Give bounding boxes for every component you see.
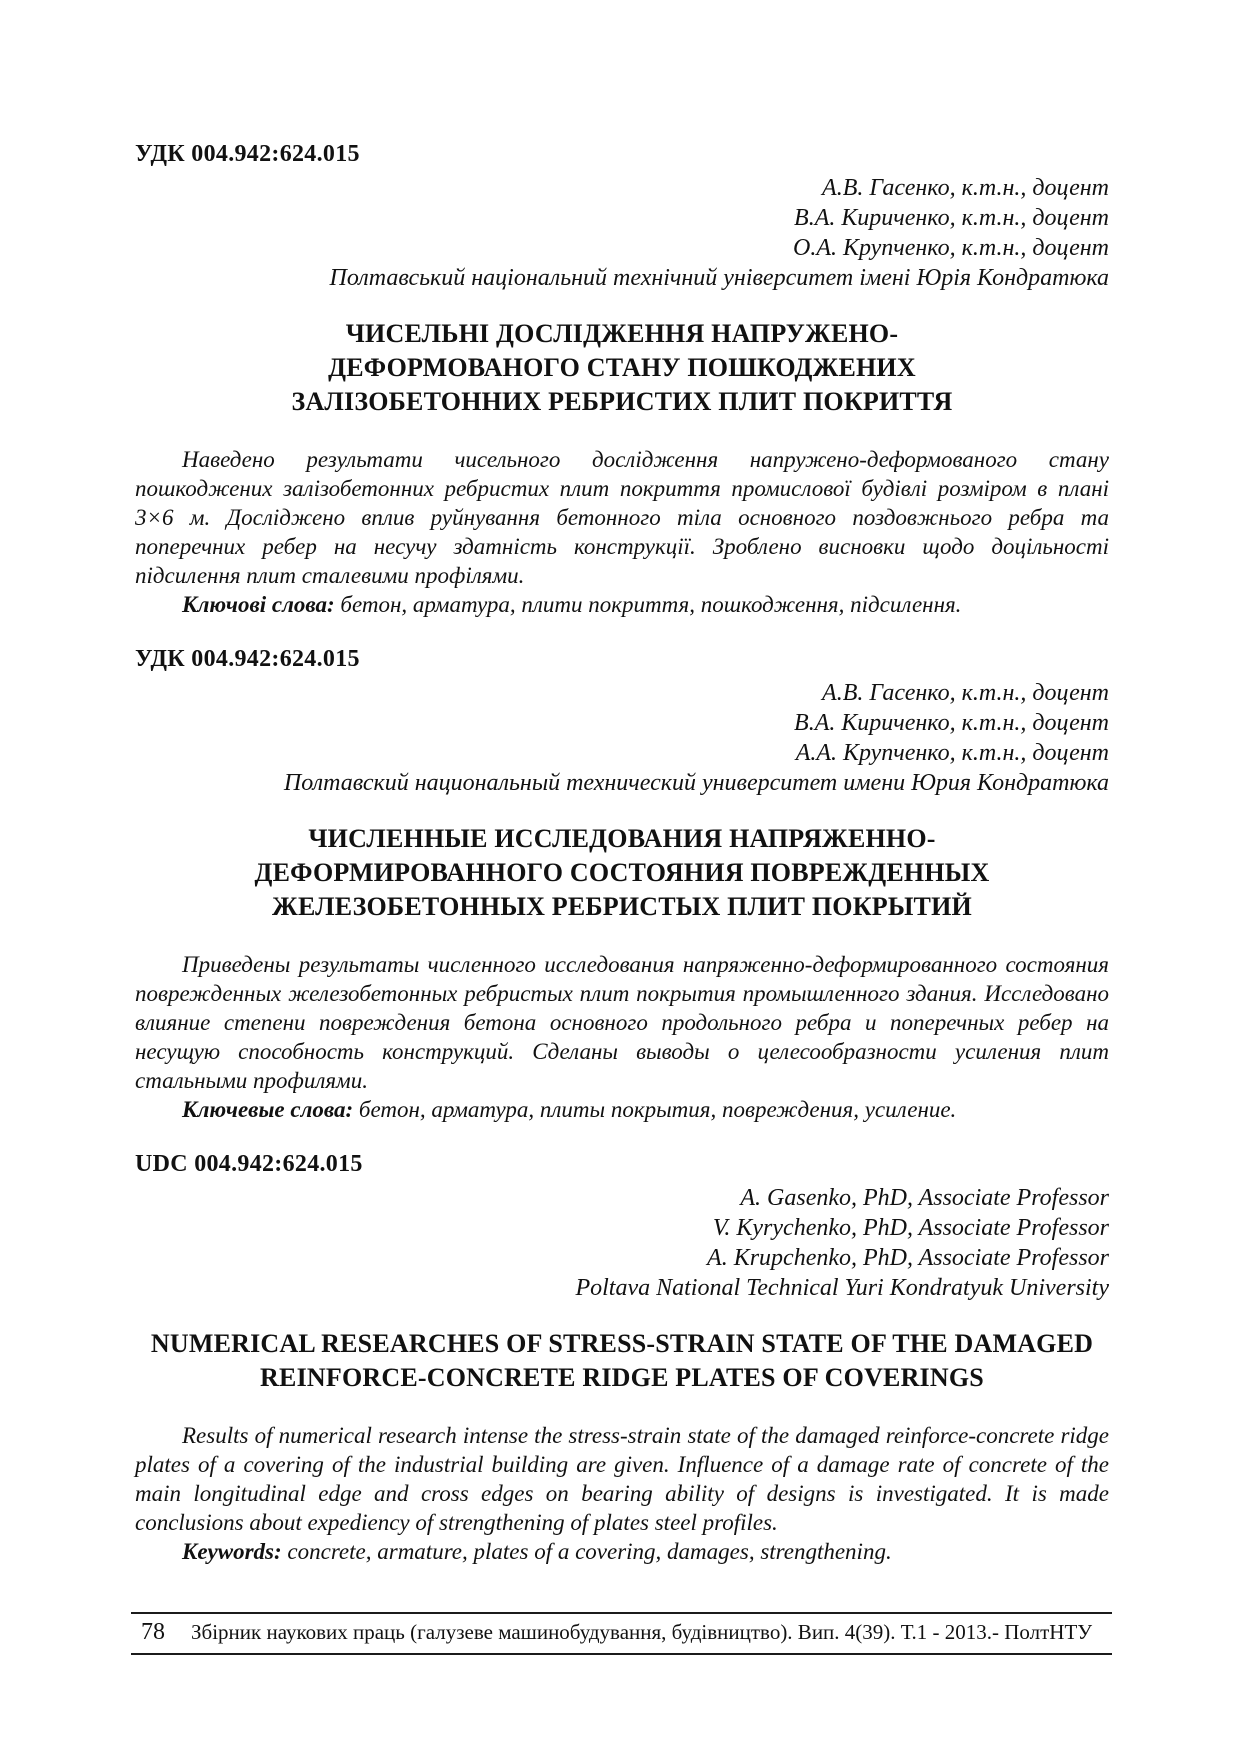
title-line: REINFORCE-CONCRETE RIDGE PLATES OF COVERINGS <box>260 1363 984 1392</box>
keywords-line-ru <box>135 1095 1109 1124</box>
title-line: NUMERICAL RESEARCHES OF STRESS-STRAIN STATE OF THE DAMAGED <box>150 1329 1094 1358</box>
title-line: ЗАЛІЗОБЕТОННИХ РЕБРИСТИХ ПЛИТ ПОКРИТТЯ <box>291 387 953 416</box>
author-list-en <box>135 1183 1109 1303</box>
author: О.А. Крупченко, к.т.н., доцент <box>793 235 1109 261</box>
title-line: ЖЕЛЕЗОБЕТОННЫХ РЕБРИСТЫХ ПЛИТ ПОКРЫТИЙ <box>272 892 972 921</box>
author-list-ru <box>135 678 1109 798</box>
keywords-line-ua <box>135 590 1109 619</box>
section-russian <box>135 645 1109 1124</box>
udc-code-ru: УДК 004.942:624.015 <box>135 646 360 672</box>
affiliation: Poltava National Technical Yuri Kondratyuk University <box>575 1275 1109 1301</box>
keywords-text: бетон, арматура, плити покриття, пошкодження, підсилення. <box>334 592 962 617</box>
title-line: ЧИСЛЕННЫЕ ИССЛЕДОВАНИЯ НАПРЯЖЕННО- <box>308 824 936 853</box>
abstract-paragraph-ru: Приведены результаты численного исследования напряженно-деформированного состояния поврежденных железобетонных ребристых плит покрытия промышленного здания. Исследовано влияние степени повреждения бетона основного продольного ребра и поперечных ребер на несущую способность конструкций. Сделаны выводы о целесообразности усиления плит стальными профилями. <box>135 952 1109 1093</box>
title-line: ДЕФОРМИРОВАННОГО СОСТОЯНИЯ ПОВРЕЖДЕННЫХ <box>254 858 990 887</box>
author: А.В. Гасенко, к.т.н., доцент <box>822 175 1109 201</box>
article-title-ua <box>135 317 1109 419</box>
journal-citation: Збірник наукових праць (галузеве машинобудування, будівництво). Вип. 4(39). Т.1 - 2013.- ПолтНТУ <box>191 1620 1093 1644</box>
affiliation: Полтавський національний технічний університет імені Юрія Кондратюка <box>329 265 1109 291</box>
author: В.А. Кириченко, к.т.н., доцент <box>794 205 1109 231</box>
keywords-text: concrete, armature, plates of a covering, damages, strengthening. <box>281 1539 892 1564</box>
author: A. Krupchenko, PhD, Associate Professor <box>707 1245 1109 1271</box>
affiliation: Полтавский национальный технический университет имени Юрия Кондратюка <box>283 770 1109 796</box>
author: А.А. Крупченко, к.т.н., доцент <box>795 740 1109 766</box>
keywords-label: Ключові слова: <box>182 592 335 617</box>
section-ukrainian <box>135 140 1109 619</box>
page-footer <box>131 1612 1112 1655</box>
author: V. Kyrychenko, PhD, Associate Professor <box>712 1215 1109 1241</box>
title-line: ЧИСЕЛЬНІ ДОСЛІДЖЕННЯ НАПРУЖЕНО- <box>345 319 899 348</box>
author-list-ua <box>135 173 1109 293</box>
author: В.А. Кириченко, к.т.н., доцент <box>794 710 1109 736</box>
author: А.В. Гасенко, к.т.н., доцент <box>822 680 1109 706</box>
abstract-paragraph-ua: Наведено результати чисельного дослідження напружено-деформованого стану пошкоджених залізобетонних ребристих плит покриття промислової будівлі розміром в плані 3×6 м. Досліджено вплив руйнування бетонного тіла основного поздовжнього ребра та поперечних ребер на несучу здатність конструкції. Зроблено висновки щодо доцільності підсилення плит сталевими профілями. <box>135 447 1109 588</box>
title-line: ДЕФОРМОВАНОГО СТАНУ ПОШКОДЖЕНИХ <box>328 353 916 382</box>
udc-code-en: UDC 004.942:624.015 <box>135 1151 363 1177</box>
udc-code-ua: УДК 004.942:624.015 <box>135 141 360 167</box>
section-english <box>135 1150 1109 1566</box>
keywords-text: бетон, арматура, плиты покрытия, повреждения, усиление. <box>353 1097 957 1122</box>
page-content <box>135 140 1109 1566</box>
author: A. Gasenko, PhD, Associate Professor <box>740 1185 1109 1211</box>
keywords-line-en <box>135 1537 1109 1566</box>
keywords-label: Ключевые слова: <box>182 1097 354 1122</box>
article-title-en <box>135 1327 1109 1395</box>
abstract-paragraph-en: Results of numerical research intense the stress-strain state of the damaged reinforce-concrete ridge plates of a covering of the industrial building are given. Influence of a damage rate of concrete of the main longitudinal edge and cross edges on bearing ability of designs is investigated. It is made conclusions about expediency of strengthening of plates steel profiles. <box>135 1423 1109 1535</box>
article-title-ru <box>135 822 1109 924</box>
page-number: 78 <box>141 1619 165 1645</box>
keywords-label: Keywords: <box>182 1539 282 1564</box>
